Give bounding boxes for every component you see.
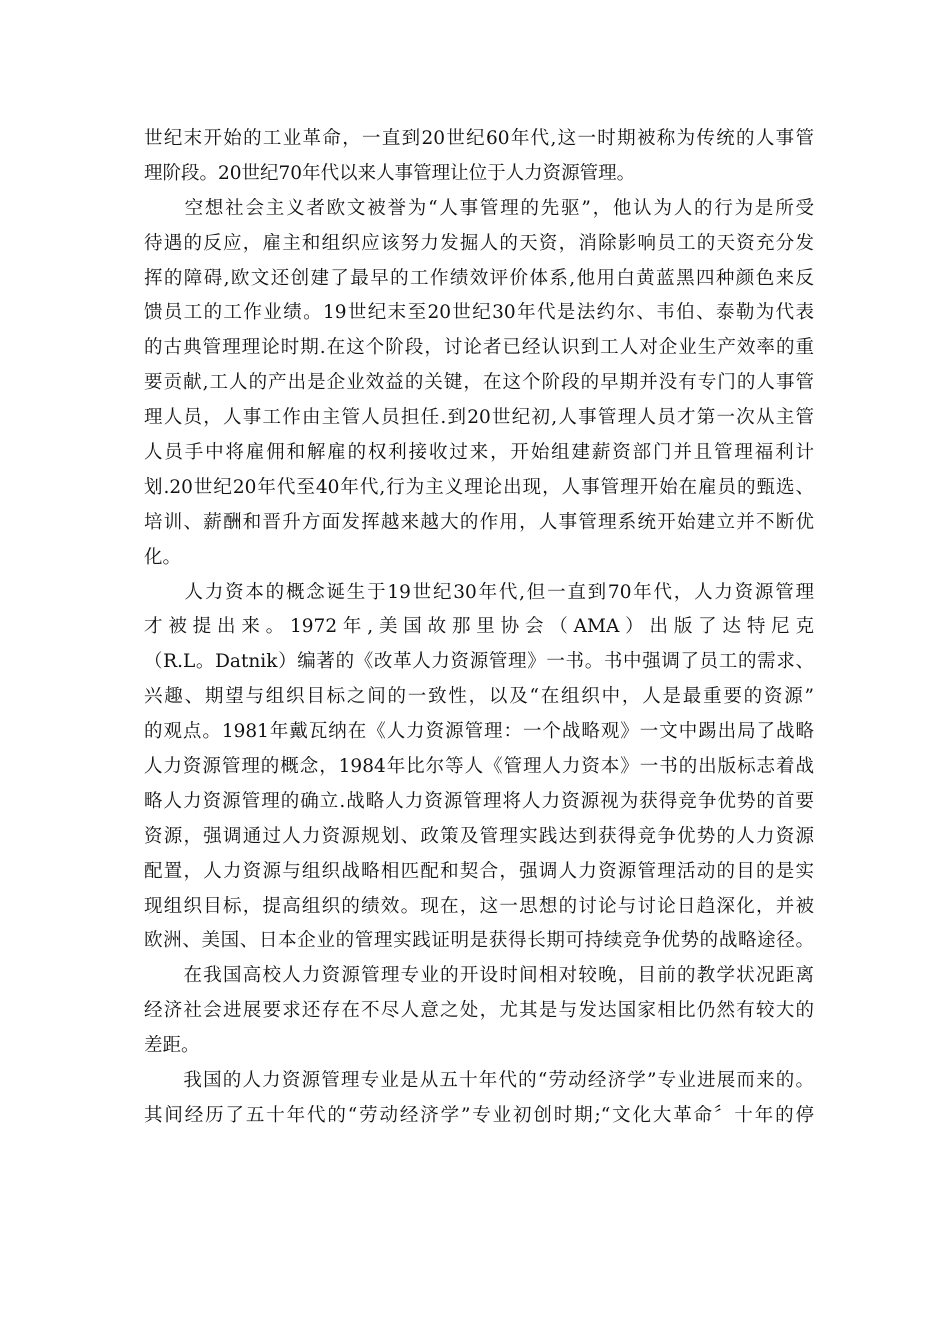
text-line: 理阶段。20世纪70年代以来人事管理让位于人力资源管理。 [144, 162, 636, 184]
text-line: 经济社会进展要求还存在不尽人意之处，尤其是与发达国家相比仍然有较大的 [144, 1000, 814, 1022]
paragraph-4 [144, 959, 814, 1064]
text-line: （R.L。Datnik）编著的《改革人力资源管理》一书。书中强调了员工的需求、 [144, 651, 814, 673]
text-line: 现组织目标，提高组织的绩效。现在，这一思想的讨论与讨论日趋深化，并被 [144, 895, 814, 917]
text-line: 人力资源管理的概念，1984年比尔等人《管理人力资本》一书的出版标志着战 [144, 756, 814, 778]
text-line: 兴趣、期望与组织目标之间的一致性，以及“在组织中，人是最重要的资源” [144, 686, 814, 708]
paragraph-5 [144, 1064, 814, 1134]
text-line: 培训、薪酬和晋升方面发挥越来越大的作用，人事管理系统开始建立并不断优 [144, 511, 814, 533]
text-line: 欧洲、美国、日本企业的管理实践证明是获得长期可持续竞争优势的战略途径。 [144, 930, 814, 952]
text-line: 配置，人力资源与组织战略相匹配和契合，强调人力资源管理活动的目的是实 [144, 860, 814, 882]
text-line: 待遇的反应，雇主和组织应该努力发掘人的天资，消除影响员工的天资充分发 [144, 232, 814, 254]
text-line: 我国的人力资源管理专业是从五十年代的“劳动经济学”专业进展而来的。 [144, 1070, 814, 1092]
text-line: 的观点。1981年戴瓦纳在《人力资源管理：一个战略观》一文中踢出局了战略 [144, 721, 814, 743]
text-line: 挥的障碍,欧文还创建了最早的工作绩效评价体系,他用白黄蓝黑四种颜色来反 [144, 267, 814, 289]
text-line: 在我国高校人力资源管理专业的开设时间相对较晚，目前的教学状况距离 [144, 965, 814, 987]
text-line: 略人力资源管理的确立.战略人力资源管理将人力资源视为获得竞争优势的首要 [144, 790, 814, 812]
paragraph-1 [144, 122, 814, 192]
text-line: 世纪末开始的工业革命，一直到20世纪60年代,这一时期被称为传统的人事管 [144, 128, 814, 149]
text-line: 馈员工的工作业绩。19世纪末至20世纪30年代是法约尔、韦伯、泰勒为代表 [144, 302, 814, 324]
text-line: 其间经历了五十年代的“劳动经济学”专业初创时期;“文化大革命〞十年的停 [144, 1104, 814, 1126]
text-line: 才被提出来。1972年,美国故那里协会（AMA）出版了达特尼克 [144, 616, 814, 638]
text-line: 的古典管理理论时期.在这个阶段，讨论者已经认识到工人对企业生产效率的重 [144, 337, 814, 359]
text-line: 划.20世纪20年代至40年代,行为主义理论出现，人事管理开始在雇员的甄选、 [144, 476, 814, 498]
text-line: 资源，强调通过人力资源规划、政策及管理实践达到获得竞争优势的人力资源 [144, 825, 814, 847]
text-line: 差距。 [144, 1035, 200, 1057]
text-line: 化。 [144, 546, 182, 568]
paragraph-2 [144, 192, 814, 576]
text-line: 要贡献,工人的产出是企业效益的关键，在这个阶段的早期并没有专门的人事管 [144, 372, 814, 394]
document-body [144, 122, 814, 1134]
text-line: 理人员，人事工作由主管人员担任.到20世纪初,人事管理人员才第一次从主管 [144, 407, 814, 429]
paragraph-3 [144, 576, 814, 960]
text-line: 人员手中将雇佣和解雇的权利接收过来，开始组建薪资部门并且管理福利计 [144, 442, 814, 464]
text-line: 空想社会主义者欧文被誉为“人事管理的先驱”，他认为人的行为是所受 [144, 197, 814, 219]
text-line: 人力资本的概念诞生于19世纪30年代,但一直到70年代，人力资源管理 [144, 581, 814, 603]
